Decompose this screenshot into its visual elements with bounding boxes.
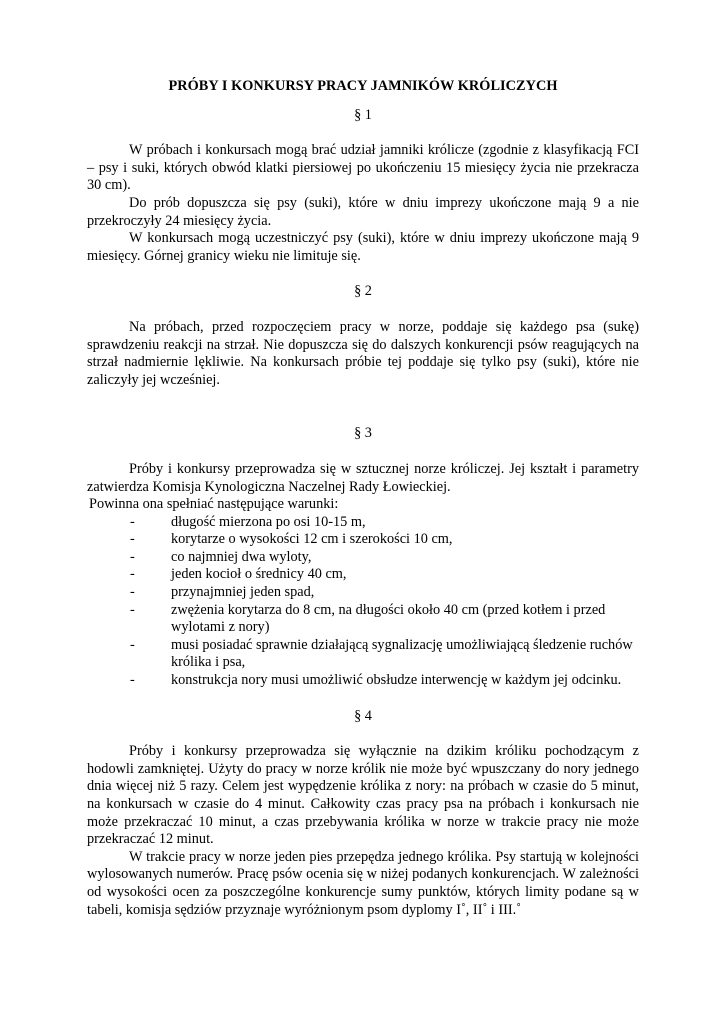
list-item [87, 584, 639, 602]
list-dash: - [130, 672, 135, 689]
list-item [87, 566, 639, 584]
list-item-text: przynajmniej jeden spad, [171, 584, 315, 601]
list-item-text: co najmniej dwa wyloty, [171, 548, 312, 565]
section-1-paragraph-1: W próbach i konkursach mogą brać udział jamniki królicze (zgodnie z klasyfikacją FCI – psy i suki, których obwód klatki piersiowej po ukończeniu 15 miesięcy życia nie przekracza 30 cm). [87, 142, 639, 194]
section-2-heading: § 2 [354, 283, 372, 300]
requirements-list [87, 514, 639, 690]
list-dash: - [130, 636, 135, 653]
list-item [87, 514, 639, 532]
section-1-paragraph-2: Do prób dopuszcza się psy (suki), które w dniu imprezy ukończone mają 9 a nie przekroczyły 24 miesięcy życia. [87, 194, 639, 229]
list-dash: - [130, 513, 135, 530]
list-item-text: długość mierzona po osi 10-15 m, [171, 513, 366, 530]
section-1-heading: § 1 [354, 106, 372, 123]
list-item-text: musi posiadać sprawnie działającą sygnalizację umożliwiającą śledzenie ruchów królika i psa, [171, 636, 633, 671]
list-dash: - [130, 584, 135, 601]
document-page [87, 78, 639, 919]
section-3-paragraph-2: Powinna ona spełniać następujące warunki: [89, 496, 339, 513]
list-item [87, 549, 639, 567]
section-1-paragraph-3: W konkursach mogą uczestniczyć psy (suki), które w dniu imprezy ukończone mają 9 miesięcy. Górnej granicy wieku nie limituje się. [87, 230, 639, 264]
list-dash: - [130, 601, 135, 618]
section-2-paragraph-1: Na próbach, przed rozpoczęciem pracy w norze, poddaje się każdego psa (sukę) sprawdzeniu reakcji na strzał. Nie dopuszcza się do dalszych konkurencji psów reagujących na strzał nadmiernie lękliwie. Na konkursach próbie tej poddaje się tylko psy (suki), które nie zaliczyły jej wcześniej. [87, 318, 639, 388]
document-title: PRÓBY I KONKURSY PRACY JAMNIKÓW KRÓLICZYCH [168, 78, 558, 94]
list-item [87, 672, 639, 690]
section-4-heading: § 4 [354, 707, 372, 724]
list-item-text: jeden kocioł o średnicy 40 cm, [171, 566, 347, 583]
list-item-text: konstrukcja nory musi umożliwić obsłudze interwencję w każdym jej odcinku. [171, 672, 622, 689]
section-3-paragraph-1: Próby i konkursy przeprowadza się w sztucznej norze króliczej. Jej kształt i parametry zatwierdza Komisja Kynologiczna Naczelnej Rady Łowieckiej. [87, 460, 639, 495]
section-3-heading: § 3 [354, 425, 372, 442]
list-item [87, 602, 639, 637]
list-dash: - [130, 531, 135, 548]
list-item [87, 531, 639, 549]
list-item-text: zwężenia korytarza do 8 cm, na długości około 40 cm (przed kotłem i przed wylotami z nory) [171, 601, 606, 636]
list-item [87, 637, 639, 672]
section-4-paragraph-1: Próby i konkursy przeprowadza się wyłącznie na dzikim króliku pochodzącym z hodowli zamkniętej. Użyty do pracy w norze królik nie może być wpuszczany do nory jednego dnia więcej niż 5 razy. Celem jest wypędzenie królika z nory: na próbach w czasie do 5 minut, na konkursach w czasie do 4 minut. Całkowity czas pracy psa na próbach i konkursach nie może przekraczać 10 minut, a czas przebywania królika w norze w trakcie pracy nie może przekraczać 12 minut. [87, 743, 639, 848]
list-item-text: korytarze o wysokości 12 cm i szerokości 10 cm, [171, 531, 453, 548]
section-4-paragraph-2: W trakcie pracy w norze jeden pies przepędza jednego królika. Psy startują w kolejności wylosowanych numerów. Pracę psów ocenia się w niżej podanych konkurencjach. W zależności od wysokości ocen za poszczególne konkurencje sumy punktów, których limity podane są w tabeli, komisja sędziów przyznaje wyróżnionym psom dyplomy I˚, II˚ i III.˚ [87, 848, 639, 918]
list-dash: - [130, 566, 135, 583]
list-dash: - [130, 548, 135, 565]
